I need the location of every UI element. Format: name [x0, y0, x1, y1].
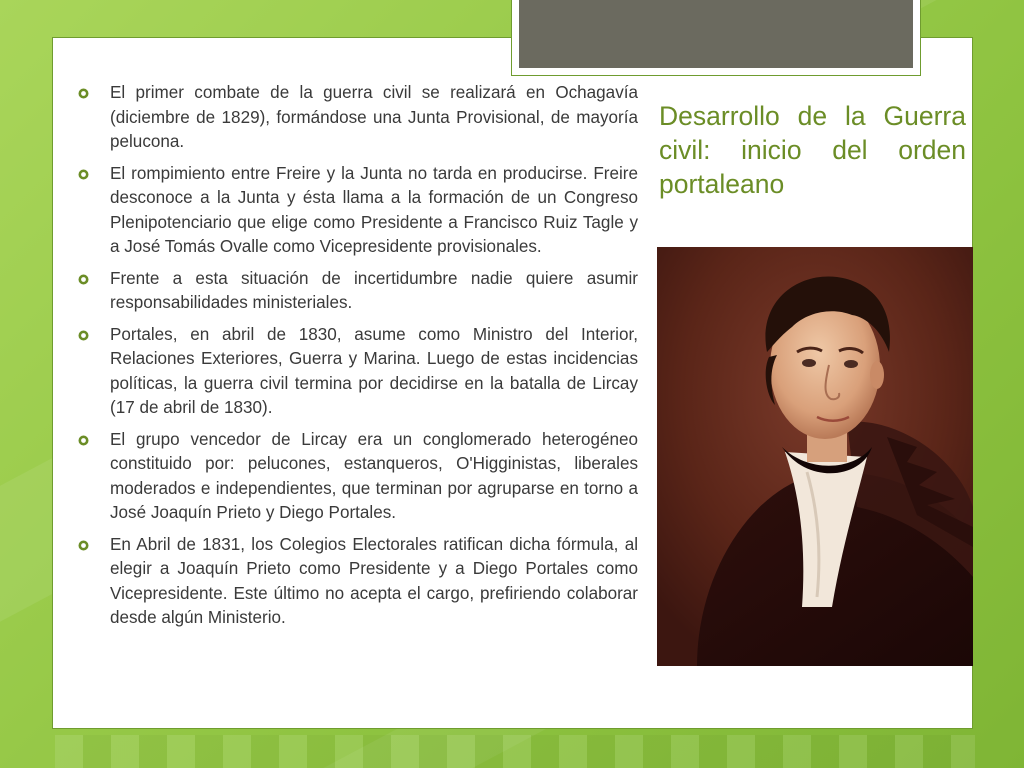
bullet-text: Portales, en abril de 1830, asume como Ministro del Interior, Relaciones Exteriores, Guerra y Marina. Luego de estas incidencias políticas, la guerra civil termina por decidirse en la batalla de Lircay (17 de abril de 1830).: [110, 324, 638, 417]
bullet-text: El rompimiento entre Freire y la Junta no tarda en producirse. Freire desconoce a la Junta y ésta llama a la formación de un Congreso Plenipotenciario que elige como Presidente a Francisco Ruiz Tagle y a José Tomás Ovalle como Vicepresidente provisionales.: [110, 163, 638, 256]
portrait-image: [657, 247, 973, 666]
bullet-text: En Abril de 1831, los Colegios Electorales ratifican dicha fórmula, al elegir a Joaquín Prieto como Presidente y a Diego Portales como Vicepresidente. Este último no acepta el cargo, prefiriendo colaborar desde algún Ministerio.: [110, 534, 638, 627]
background-bars: [55, 735, 975, 768]
portrait-painting: [657, 247, 973, 666]
bullet-item: [74, 533, 638, 631]
bullet-text: El grupo vencedor de Lircay era un conglomerado heterogéneo constituido por: pelucones, estanqueros, O'Higginistas, liberales moderados e independientes, que terminan por agruparse en torno a José Joaquín Prieto y Diego Portales.: [110, 429, 638, 522]
top-decorative-fill: [519, 0, 913, 68]
bullet-text: Frente a esta situación de incertidumbre nadie quiere asumir responsabilidades ministeriales.: [110, 268, 638, 312]
hollow-circle-bullet-icon: [78, 169, 89, 180]
bullet-item: [74, 428, 638, 526]
bullet-item: [74, 81, 638, 155]
hollow-circle-bullet-icon: [78, 435, 89, 446]
hollow-circle-bullet-icon: [78, 88, 89, 99]
hollow-circle-bullet-icon: [78, 540, 89, 551]
hollow-circle-bullet-icon: [78, 274, 89, 285]
slide-title: Desarrollo de la Guerra civil: inicio del orden portaleano: [659, 101, 966, 199]
bullet-list: [74, 81, 638, 638]
top-decorative-frame: [511, 0, 921, 76]
bullet-item: [74, 267, 638, 316]
bullet-item: [74, 162, 638, 260]
bullet-item: [74, 323, 638, 421]
bullet-text: El primer combate de la guerra civil se realizará en Ochagavía (diciembre de 1829), formándose una Junta Provisional, de mayoría pelucona.: [110, 83, 638, 151]
hollow-circle-bullet-icon: [78, 330, 89, 341]
